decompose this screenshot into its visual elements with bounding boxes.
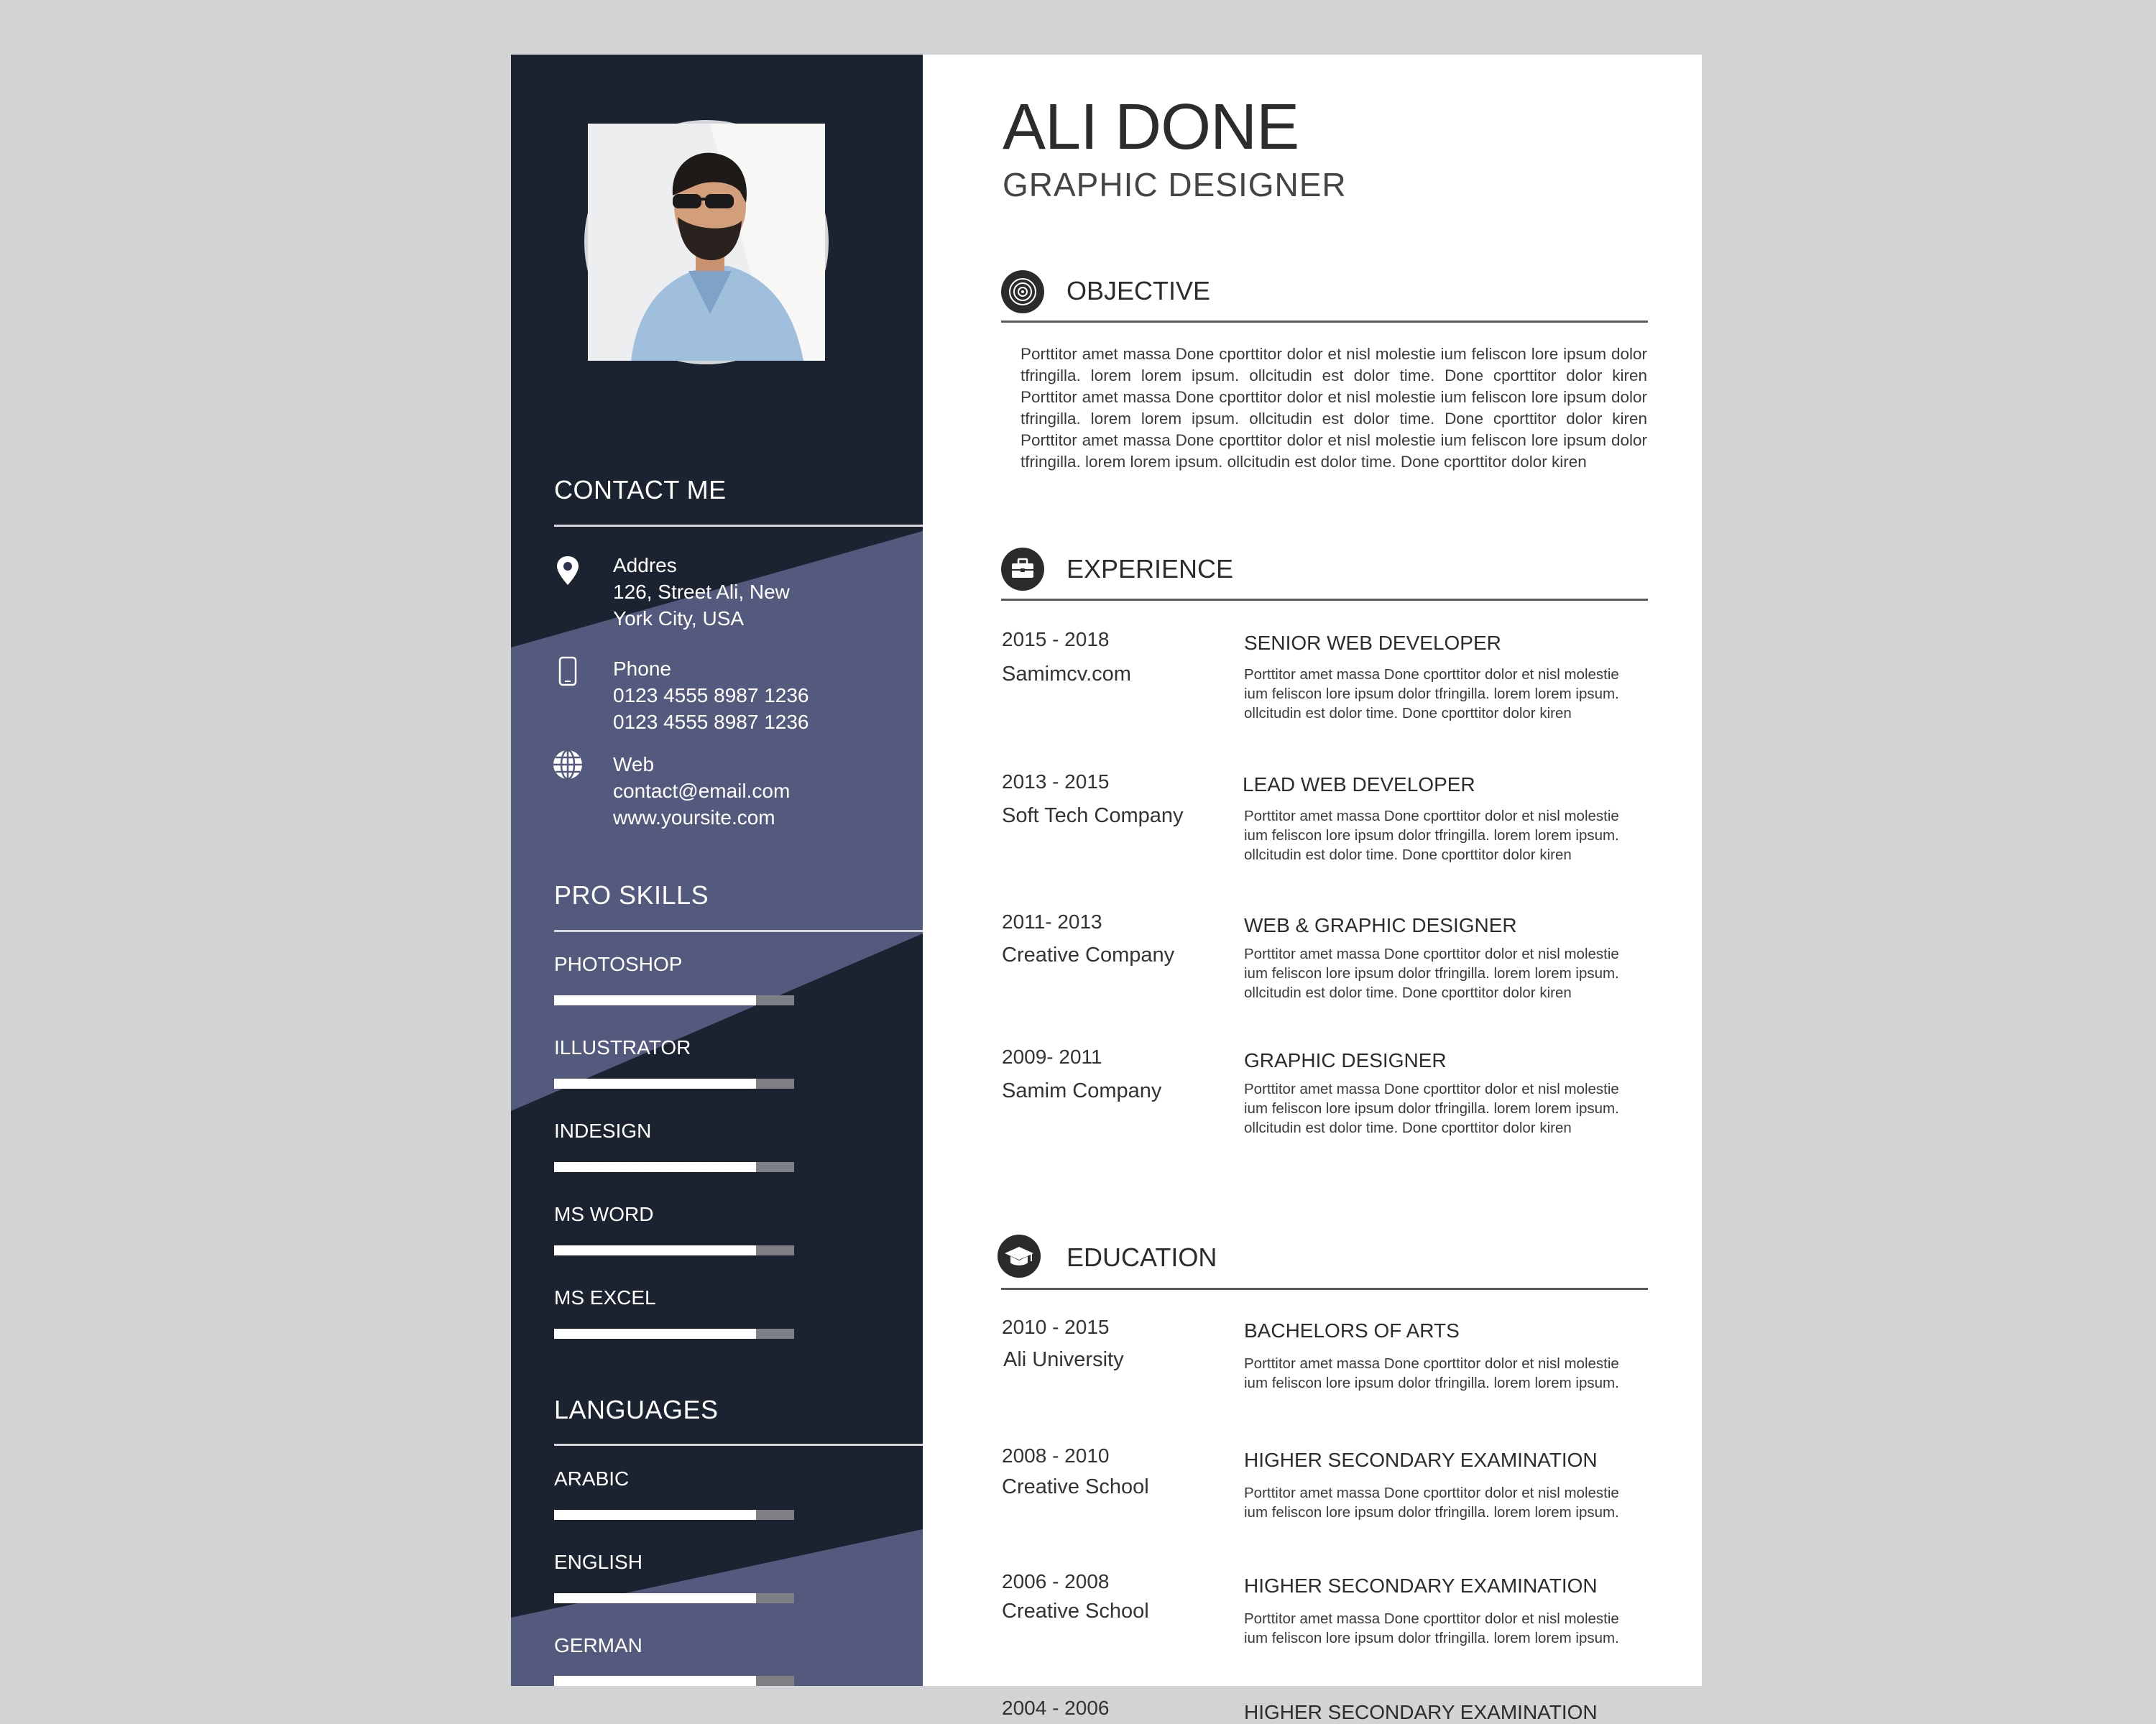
- objective-rule: [1001, 321, 1648, 323]
- entry-desc: [1244, 1483, 1649, 1522]
- entry-date: 2009- 2011: [1002, 1046, 1102, 1068]
- skill-label: INDESIGN: [554, 1120, 652, 1142]
- contact-title: CONTACT ME: [554, 475, 727, 504]
- experience-rule: [1001, 599, 1648, 601]
- entry-date: 2006 - 2008: [1002, 1570, 1110, 1592]
- skills-title: PRO SKILLS: [554, 880, 709, 910]
- entry-desc-line: Porttitor amet massa Done cporttitor dolor et nisl molestie: [1244, 1485, 1619, 1501]
- entry-desc-line: ium feliscon lore ipsum dolor tfringilla. lorem lorem ipsum.: [1244, 965, 1619, 982]
- location-pin-icon: [550, 553, 585, 588]
- entry-date: 2011- 2013: [1002, 911, 1102, 933]
- entry-date: 2013 - 2015: [1002, 770, 1110, 793]
- entry-desc-line: ium feliscon lore ipsum dolor tfringilla. lorem lorem ipsum.: [1244, 1100, 1619, 1117]
- entry-title: GRAPHIC DESIGNER: [1244, 1049, 1447, 1071]
- skill-label: ILLUSTRATOR: [554, 1036, 691, 1059]
- entry-desc: [1244, 944, 1649, 1002]
- languages-title: LANGUAGES: [554, 1395, 719, 1424]
- skill-label: MS EXCEL: [554, 1286, 656, 1309]
- skill-bar-fill: [554, 1245, 756, 1255]
- skill-bar: [554, 1079, 794, 1089]
- entry-org: Samim Company: [1002, 1079, 1162, 1102]
- address-line-1: 126, Street Ali, New: [613, 581, 790, 603]
- address-line-2: York City, USA: [613, 607, 745, 630]
- language-bar: [554, 1510, 794, 1520]
- language-label: GERMAN: [554, 1634, 642, 1656]
- main-content: [923, 55, 1702, 1723]
- profile-photo: [584, 120, 829, 364]
- skill-label: PHOTOSHOP: [554, 953, 683, 975]
- entry-desc-line: ium feliscon lore ipsum dolor tfringilla. lorem lorem ipsum.: [1244, 1630, 1619, 1646]
- skill-bar-fill: [554, 1079, 756, 1089]
- entry-desc-line: Porttitor amet massa Done cporttitor dolor et nisl molestie: [1244, 1610, 1619, 1627]
- candidate-name: ALI DONE: [1003, 91, 1299, 163]
- resume-page: [511, 55, 1702, 1723]
- experience-title: EXPERIENCE: [1067, 554, 1234, 584]
- entry-desc-line: Porttitor amet massa Done cporttitor dolor et nisl molestie: [1244, 1081, 1619, 1097]
- entry-date: 2008 - 2010: [1002, 1444, 1110, 1467]
- language-label: ENGLISH: [554, 1551, 642, 1573]
- language-bar: [554, 1676, 794, 1686]
- web-line-2: www.yoursite.com: [613, 806, 775, 829]
- objective-title: OBJECTIVE: [1067, 276, 1211, 305]
- entry-org: Samimcv.com: [1002, 663, 1131, 686]
- phone-icon: [550, 654, 585, 688]
- target-icon: [1001, 270, 1044, 313]
- phone-line-2: 0123 4555 8987 1236: [613, 711, 809, 733]
- entry-desc-line: ium feliscon lore ipsum dolor tfringilla. lorem lorem ipsum.: [1244, 686, 1619, 702]
- entry-title: BACHELORS OF ARTS: [1244, 1319, 1460, 1342]
- skill-bar: [554, 1245, 794, 1255]
- entry-org: Ali University: [1003, 1348, 1124, 1371]
- contact-address: [613, 552, 790, 632]
- skills-rule: [554, 930, 923, 932]
- entry-org: Creative School: [1002, 1600, 1149, 1623]
- candidate-role: GRAPHIC DESIGNER: [1003, 166, 1347, 203]
- entry-desc: [1244, 665, 1649, 723]
- entry-desc: [1244, 1079, 1649, 1138]
- entry-org: Soft Tech Company: [1002, 804, 1184, 827]
- objective-text: Porttitor amet massa Done cporttitor dolor et nisl molestie ium feliscon lore ipsum dolor tfringilla. lorem lorem ipsum. ollcitudin est dolor time. Done cporttitor dolor kiren Porttitor amet massa Done cporttitor dolor et nisl molestie ium feliscon lore ipsum dolor tfringilla. lorem lorem ipsum. ollcitudin est dolor time. Done cporttitor dolor kiren Porttitor amet massa Done cporttitor dolor et nisl molestie ium feliscon lore ipsum dolor tfringilla. lorem lorem ipsum. ollcitudin est dolor time. Done cporttitor dolor kiren: [1021, 345, 1647, 471]
- entry-date: 2010 - 2015: [1002, 1316, 1110, 1338]
- language-bar-fill: [554, 1676, 756, 1686]
- skill-bar-fill: [554, 1329, 756, 1339]
- skill-bar: [554, 1329, 794, 1339]
- entry-desc-line: ollcitudin est dolor time. Done cporttitor dolor kiren: [1244, 985, 1572, 1001]
- entry-desc-line: Porttitor amet massa Done cporttitor dolor et nisl molestie: [1244, 946, 1619, 962]
- entry-org: Creative School: [1002, 1475, 1149, 1498]
- skill-bar-fill: [554, 995, 756, 1005]
- language-label: ARABIC: [554, 1467, 630, 1490]
- entry-title: WEB & GRAPHIC DESIGNER: [1244, 914, 1517, 936]
- entry-title: LEAD WEB DEVELOPER: [1243, 773, 1475, 796]
- education-rule: [1001, 1288, 1648, 1290]
- entry-title: SENIOR WEB DEVELOPER: [1244, 632, 1501, 654]
- contact-rule: [554, 525, 923, 527]
- entry-desc-line: ollcitudin est dolor time. Done cporttitor dolor kiren: [1244, 847, 1572, 863]
- contact-phone: [613, 655, 809, 735]
- language-bar-fill: [554, 1510, 756, 1520]
- sidebar: [511, 55, 923, 1686]
- entry-desc-line: ium feliscon lore ipsum dolor tfringilla. lorem lorem ipsum.: [1244, 1375, 1619, 1391]
- entry-desc-line: Porttitor amet massa Done cporttitor dolor et nisl molestie: [1244, 666, 1619, 683]
- skill-bar-fill: [554, 1162, 756, 1172]
- contact-web: [613, 751, 790, 831]
- entry-desc-line: Porttitor amet massa Done cporttitor dolor et nisl molestie: [1244, 1355, 1619, 1372]
- entry-date: 2004 - 2006: [1002, 1697, 1110, 1719]
- entry-desc-line: ium feliscon lore ipsum dolor tfringilla. lorem lorem ipsum.: [1244, 1504, 1619, 1521]
- entry-desc-line: ium feliscon lore ipsum dolor tfringilla. lorem lorem ipsum.: [1244, 827, 1619, 844]
- entry-desc: [1244, 1609, 1649, 1648]
- web-label: Web: [613, 753, 655, 775]
- entry-org: Creative Company: [1002, 944, 1175, 967]
- language-bar-fill: [554, 1593, 756, 1603]
- briefcase-icon: [1001, 548, 1044, 591]
- address-label: Addres: [613, 554, 677, 576]
- entry-desc-line: Porttitor amet massa Done cporttitor dolor et nisl molestie: [1244, 808, 1619, 824]
- entry-desc-line: ollcitudin est dolor time. Done cporttitor dolor kiren: [1244, 705, 1572, 722]
- skill-label: MS WORD: [554, 1203, 654, 1225]
- phone-line-1: 0123 4555 8987 1236: [613, 684, 809, 706]
- web-line-1: contact@email.com: [613, 780, 791, 802]
- globe-icon: [550, 747, 585, 782]
- entry-date: 2015 - 2018: [1002, 628, 1110, 650]
- language-bar: [554, 1593, 794, 1603]
- phone-label: Phone: [613, 658, 671, 680]
- graduation-cap-icon: [998, 1235, 1041, 1278]
- entry-title: HIGHER SECONDARY EXAMINATION: [1244, 1701, 1598, 1723]
- languages-rule: [554, 1444, 923, 1446]
- entry-desc: [1244, 1354, 1649, 1393]
- skill-bar: [554, 1162, 794, 1172]
- entry-desc: [1244, 806, 1649, 865]
- entry-title: HIGHER SECONDARY EXAMINATION: [1244, 1449, 1598, 1471]
- education-title: EDUCATION: [1067, 1243, 1217, 1272]
- skill-bar: [554, 995, 794, 1005]
- entry-title: HIGHER SECONDARY EXAMINATION: [1244, 1575, 1598, 1597]
- entry-desc-line: ollcitudin est dolor time. Done cporttitor dolor kiren: [1244, 1120, 1572, 1136]
